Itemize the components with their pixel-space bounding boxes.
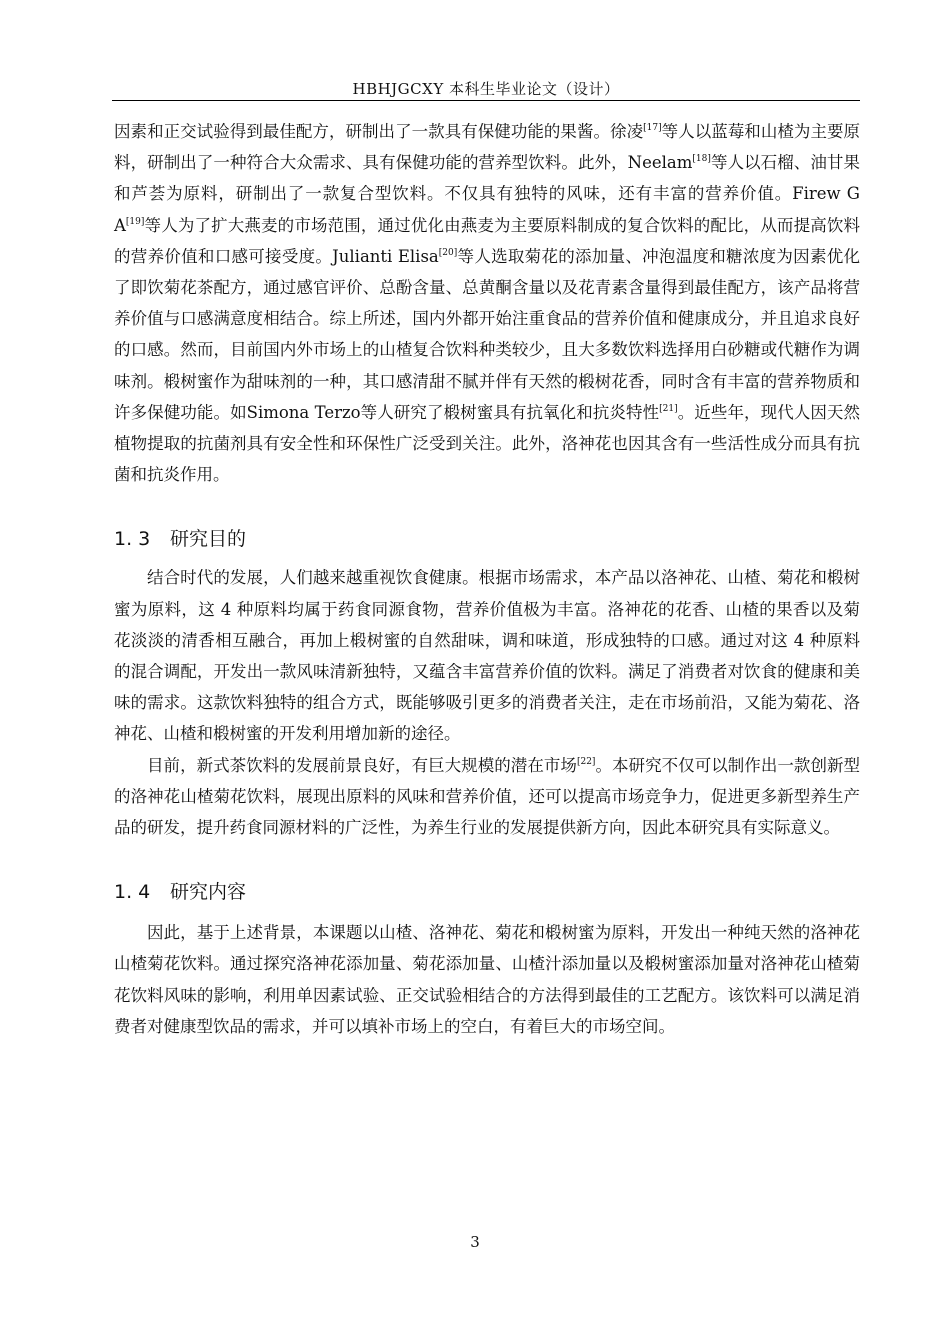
text-run: 因素和正交试验得到最佳配方，研制出了一款具有保健功能的果酱。徐凌 <box>114 122 644 141</box>
page-number: 3 <box>470 1233 480 1251</box>
header-rule <box>112 100 860 101</box>
section-number: 1. 3 <box>114 528 151 551</box>
text-run: 等人为了扩大燕麦的市场范围，通过优化由燕麦为主要原料制成的复合饮料的配比，从而提高饮料的营养价值和口感可接受度。Julianti Elisa <box>114 215 860 266</box>
section-heading-1-3 <box>114 524 860 554</box>
section-title: 研究目的 <box>170 528 247 551</box>
citation-17: [17] <box>643 123 662 133</box>
section-title: 研究内容 <box>170 881 247 904</box>
intro-paragraph <box>114 116 860 490</box>
citation-18: [18] <box>692 154 711 165</box>
page-body <box>114 116 860 1042</box>
citation-21: [21] <box>659 403 678 414</box>
paragraph-purpose-2 <box>114 750 860 844</box>
text-run: 。本研究不仅可以制作出一款创新型的洛神花山楂菊花饮料，展现出原料的风味和营养价值，还可以提高市场竞争力，促进更多新型养生产品的研发，提升药食同源材料的广泛性，为养生行业的发展提供新方向，因此本研究具有实际意义。 <box>114 755 861 838</box>
text-run: 目前，新式茶饮料的发展前景良好，有巨大规模的潜在市场 <box>147 755 577 775</box>
citation-20: [20] <box>438 247 458 258</box>
section-heading-1-4 <box>114 877 860 907</box>
citation-19: [19] <box>125 216 145 227</box>
paragraph-content: 因此，基于上述背景，本课题以山楂、洛神花、菊花和椴树蜜为原料，开发出一种纯天然的洛神花山楂菊花饮料。通过探究洛神花添加量、菊花添加量、山楂汁添加量以及椴树蜜添加量对洛神花山楂菊花饮料风味的影响，利用单因素试验、正交试验相结合的方法得到最佳的工艺配方。该饮料可以满足消费者对健康型饮品的需求，并可以填补市场上的空白，有着巨大的市场空间。 <box>114 923 860 1036</box>
text-run: 。近些年，现代人因天然植物提取的抗菌剂具有安全性和环保性广泛受到关注。此外，洛神花也因其含有一些活性成分而具有抗菌和抗炎作用。 <box>114 402 861 485</box>
text-run: 等人以石榴、油甘果和芦荟为原料，研制出了一款复合型饮料。不仅具有独特的风味，还有丰富的营养价值。Firew G A <box>114 153 861 235</box>
page-header: HBHJGCXY 本科生毕业论文（设计） <box>352 80 620 98</box>
citation-22: [22] <box>576 756 596 767</box>
section-number: 1. 4 <box>114 881 151 904</box>
paragraph-purpose-1: 结合时代的发展，人们越来越重视饮食健康。根据市场需求，本产品以洛神花、山楂、菊花和椴树蜜为原料，这 4 种原料均属于药食同源食物，营养价值极为丰富。洛神花的花香、山楂的果香以及菊花淡淡的清香相互融合，再加上椴树蜜的自然甜味，调和味道，形成独特的口感。通过对这 4 种原料的混合调配，开发出一款风味清新独特，又蕴含丰富营养价值的饮料。满足了消费者对饮食的健康和美味的需求。这款饮料独特的组合方式，既能够吸引更多的消费者关注，走在市场前沿，又能为菊花、洛神花、山楂和椴树蜜的开发利用增加新的途径。 <box>114 568 860 744</box>
text-run: 等人以蓝莓和山楂为主要原料，研制出了一种符合大众需求、具有保健功能的营养型饮料。此外，Neelam <box>114 122 861 173</box>
text-run: 等人选取菊花的添加量、冲泡温度和糖浓度为因素优化了即饮菊花茶配方，通过感官评价、总酚含量、总黄酮含量以及花青素含量得到最佳配方，该产品将营养价值与口感满意度相结合。综上所述，国内外都开始注重食品的营养价值和健康成分，并且追求良好的口感。然而，目前国内外市场上的山楂复合饮料种类较少，且大多数饮料选择用白砂糖或代糖作为调味剂。椴树蜜作为甜味剂的一种，其口感清甜不腻并伴有天然的椴树花香，同时含有丰富的营养物质和许多保健功能。如Simona Terzo等人研究了椴树蜜具有抗氧化和抗炎特性 <box>114 246 860 422</box>
